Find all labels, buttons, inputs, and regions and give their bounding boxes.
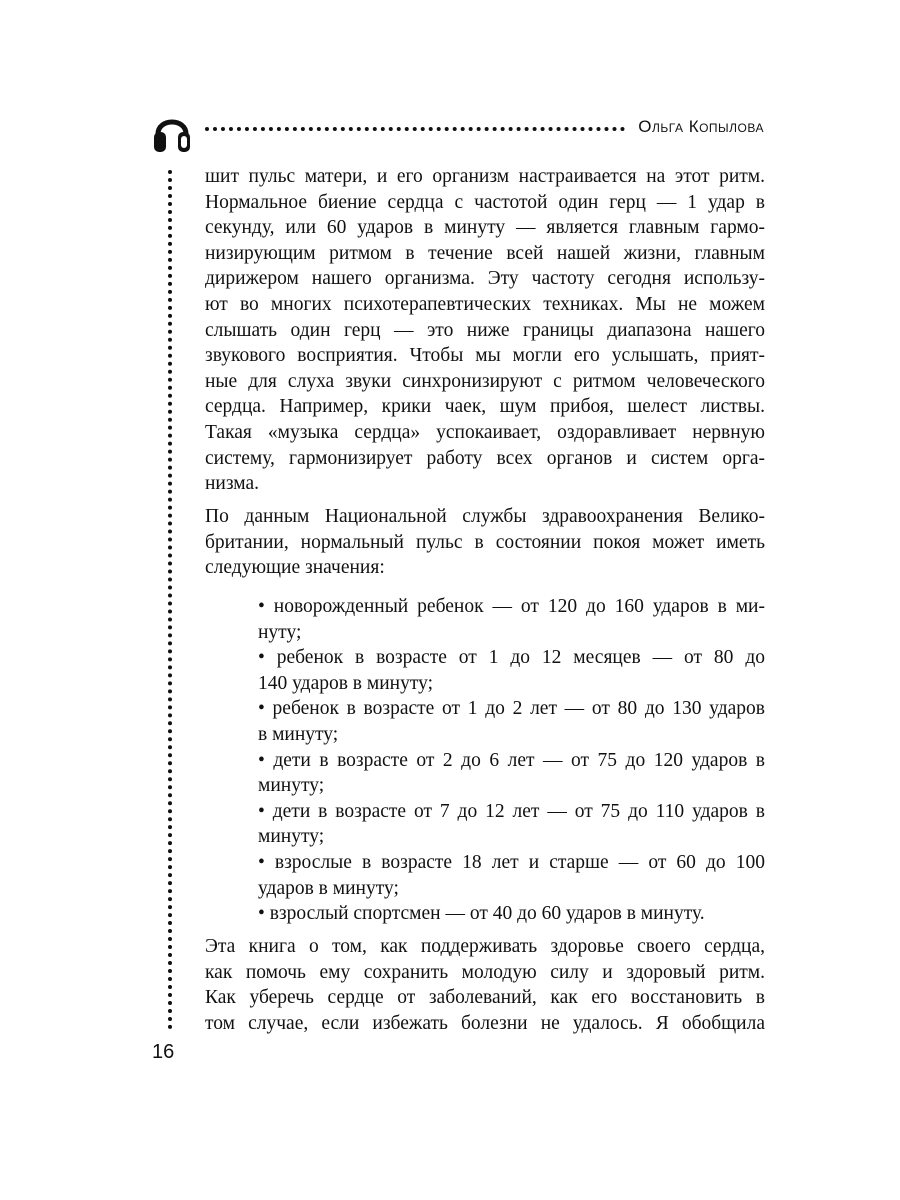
page-number: 16	[152, 1041, 175, 1063]
text-line: как помочь ему сохранить молодую силу и здоровый ритм.	[205, 961, 765, 983]
text-line: сердца. Например, крики чаек, шум прибоя, шелест листвы.	[205, 396, 765, 418]
list-item	[258, 594, 765, 645]
text-line: том случае, если избежать болезни не удалось. Я обобщила	[205, 1012, 765, 1034]
text-line: в минуту;	[258, 723, 339, 745]
list-item	[258, 799, 765, 850]
pulse-values-list	[258, 594, 765, 927]
text-line: шит пульс матери, и его организм настраивается на этот ритм.	[205, 166, 765, 187]
text-line: минуту;	[258, 775, 325, 797]
list-item	[258, 901, 765, 927]
running-head-author: Ольга Копылова	[638, 117, 764, 136]
text-line: низма.	[205, 473, 260, 495]
text-line: следующие значения:	[205, 557, 385, 579]
text-line: звукового восприятия. Чтобы мы могли его услышать, прият-	[205, 345, 765, 367]
text-line: систему, гармонизирует работу всех органов и систем орга-	[205, 447, 765, 469]
text-line: • дети в возрасте от 2 до 6 лет — от 75 до 120 ударов в	[258, 749, 765, 771]
text-line: Как уберечь сердце от заболеваний, как его восстановить в	[205, 987, 765, 1009]
text-line: • взрослые в возрасте 18 лет и старше — от 60 до 100	[258, 851, 765, 873]
text-line: секунду, или 60 ударов в минуту — является главным гармо-	[205, 217, 765, 239]
text-line: • дети в возрасте от 7 до 12 лет — от 75 до 110 ударов в	[258, 800, 765, 822]
list-item	[258, 850, 765, 901]
list-item	[258, 748, 765, 799]
text-line: слышать один герц — это ниже границы диапазона нашего	[205, 319, 765, 341]
text-line: Эта книга о том, как поддерживать здоровье своего сердца,	[205, 936, 765, 957]
text-line: Такая «музыка сердца» успокаивает, оздоравливает нервную	[205, 421, 765, 443]
paragraph-3	[205, 934, 765, 1036]
text-line: • ребенок в возрасте от 1 до 12 месяцев — от 80 до	[258, 647, 765, 669]
text-line: • новорожденный ребенок — от 120 до 160 ударов в ми-	[258, 596, 765, 617]
text-line: ные для слуха звуки синхронизируют с ритмом человеческого	[205, 370, 765, 392]
side-dotted-rule	[168, 170, 172, 1030]
text-line: • взрослый спортсмен — от 40 до 60 ударов в минуту.	[258, 903, 705, 925]
list-item	[258, 645, 765, 696]
text-line: 140 ударов в минуту;	[258, 672, 434, 694]
header-dotted-rule	[205, 127, 625, 131]
paragraph-2	[205, 504, 765, 581]
text-line: британии, нормальный пульс в состоянии покоя может иметь	[205, 531, 765, 553]
paragraph-1	[205, 164, 765, 497]
headphones-icon	[152, 108, 192, 156]
text-line: нуту;	[258, 621, 302, 643]
text-line: • ребенок в возрасте от 1 до 2 лет — от 80 до 130 ударов	[258, 698, 765, 720]
text-line: ют во многих психотерапевтических техниках. Мы не можем	[205, 293, 765, 315]
text-line: дирижером нашего организма. Эту частоту сегодня использу-	[205, 268, 765, 290]
text-line: По данным Национальной службы здравоохранения Велико-	[205, 506, 765, 527]
text-line: минуту;	[258, 826, 325, 848]
text-line: Нормальное биение сердца с частотой один герц — 1 удар в	[205, 191, 765, 213]
text-line: низирующим ритмом в течение всей нашей жизни, главным	[205, 242, 765, 264]
list-item	[258, 696, 765, 747]
text-line: ударов в минуту;	[258, 877, 399, 899]
